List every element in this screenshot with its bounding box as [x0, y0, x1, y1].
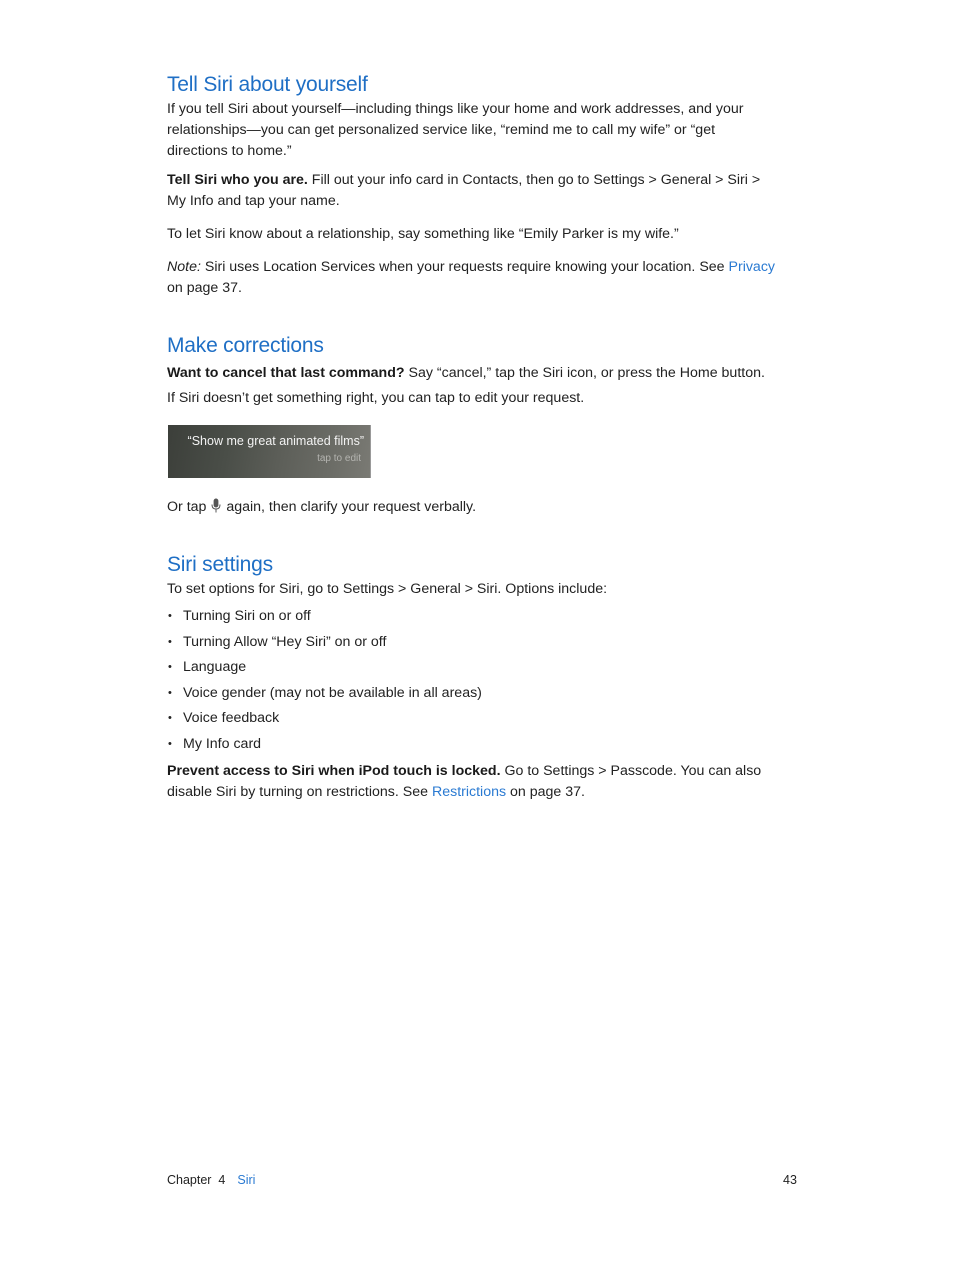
- prevent-bold: Prevent access to Siri when iPod touch is locked.: [167, 763, 501, 779]
- note-text: Siri uses Location Services when your requests require knowing your location. See: [200, 259, 729, 275]
- edit-paragraph: If Siri doesn’t get something right, you can tap to edit your request.: [167, 390, 585, 406]
- settings-options-list: [167, 606, 482, 760]
- cancel-bold: Want to cancel that last command?: [167, 365, 405, 381]
- list-item: • Language: [167, 657, 482, 683]
- or-tap-paragraph: [167, 497, 777, 518]
- or-tap-after: again, then clarify your request verbally.: [222, 499, 477, 515]
- list-item: • Voice feedback: [167, 708, 482, 734]
- note-label: Note:: [167, 259, 201, 275]
- heading-siri-settings: Siri settings: [167, 553, 273, 576]
- heading-make-corrections: Make corrections: [167, 334, 324, 357]
- tell-intro: If you tell Siri about yourself—including things like your home and work addresses, and your relationships—you can get personalized service like, “remind me to call my wife” or “get directions to home.”: [167, 101, 744, 159]
- tap-to-edit-hint: tap to edit: [317, 453, 361, 464]
- tell-relationship: To let Siri know about a relationship, say something like “Emily Parker is my wife.”: [167, 226, 679, 242]
- prevent-after: on page 37.: [506, 784, 585, 800]
- footer-chapter-link[interactable]: Siri: [237, 1173, 256, 1187]
- or-tap-before: Or tap: [167, 499, 211, 515]
- prevent-text: Go to Settings > Passcode. You can also disable Siri by turning on restrictions. See: [167, 763, 762, 800]
- list-item: • Voice gender (may not be available in all areas): [167, 683, 482, 709]
- tell-who-paragraph: [167, 170, 777, 212]
- note-after: on page 37.: [167, 280, 242, 296]
- prevent-paragraph: [167, 761, 777, 803]
- cancel-text: Say “cancel,” tap the Siri icon, or press the Home button.: [404, 365, 765, 381]
- list-item: • Turning Allow “Hey Siri” on or off: [167, 632, 482, 658]
- restrictions-link[interactable]: Restrictions: [431, 784, 507, 800]
- list-item: • My Info card: [167, 734, 482, 760]
- tell-note-paragraph: [167, 257, 777, 299]
- heading-tell-siri: Tell Siri about yourself: [167, 73, 368, 96]
- cancel-paragraph: [167, 363, 777, 384]
- tell-who-text: Fill out your info card in Contacts, then go to Settings > General > Siri > My Info and tap your name.: [167, 172, 761, 209]
- list-item: • Turning Siri on or off: [167, 606, 482, 632]
- tell-who-bold: Tell Siri who you are.: [167, 172, 308, 188]
- page-number: 43: [783, 1173, 797, 1187]
- settings-intro: To set options for Siri, go to Settings > General > Siri. Options include:: [167, 581, 608, 597]
- siri-request-screenshot: [168, 425, 371, 478]
- footer-chapter: [167, 1173, 255, 1187]
- privacy-link[interactable]: Privacy: [728, 259, 776, 275]
- microphone-icon: [211, 498, 221, 513]
- footer-chapter-label: Chapter 4: [167, 1173, 226, 1187]
- siri-request-text[interactable]: “Show me great animated films”: [187, 434, 364, 448]
